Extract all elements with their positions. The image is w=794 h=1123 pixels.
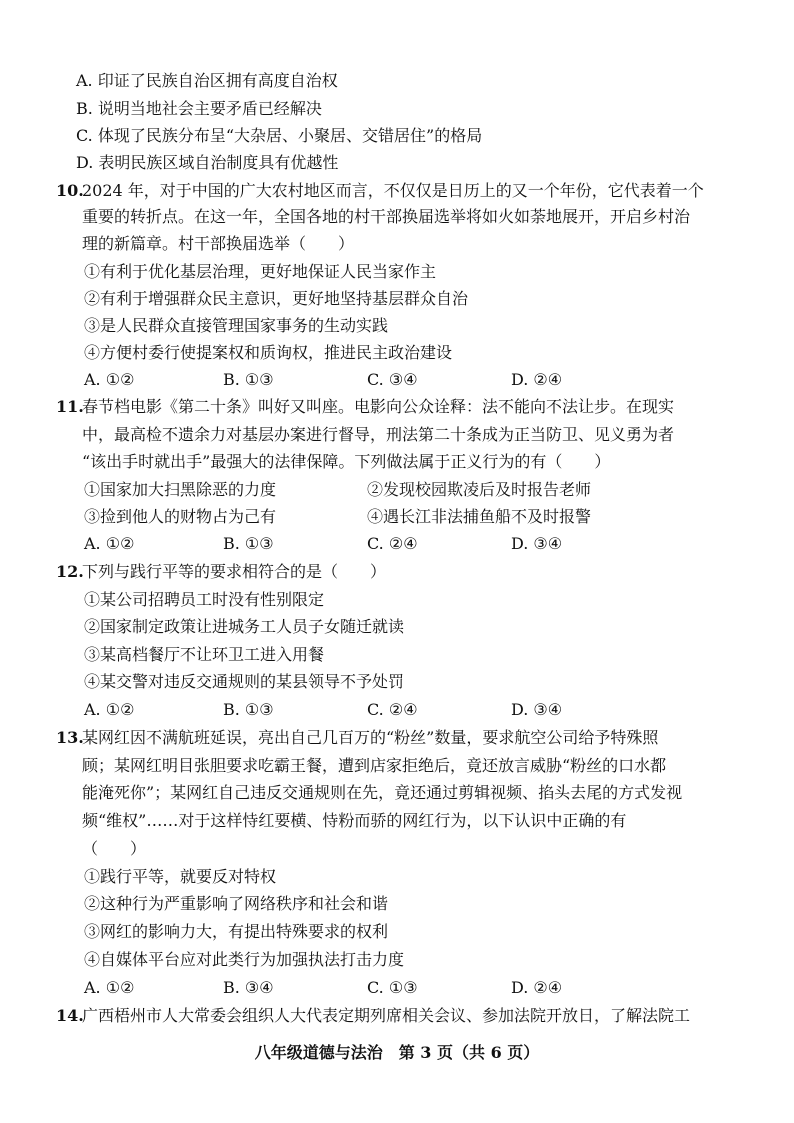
question-text-line: 2024 年，对于中国的广大农村地区而言，不仅仅是日历上的又一个年份，它代表着一个 [82, 181, 704, 200]
question-text-line: 某网红因不满航班延误，亮出自己几百万的“粉丝”数量，要求航空公司给予特殊照 [82, 728, 659, 747]
choice-item: ②国家制定政策让进城务工人员子女随迁就读 [84, 617, 405, 636]
question-text-line: （ ） [82, 839, 147, 858]
choice-item: ②有利于增强群众民主意识，更好地坚持基层群众自治 [84, 289, 469, 308]
answer-option-c: C. ②④ [367, 534, 418, 553]
choice-item: ④某交警对违反交通规则的某县领导不予处罚 [84, 672, 405, 691]
answer-option-a: A. ①② [84, 534, 135, 553]
question-text-line: 能淹死你”；某网红自己违反交通规则在先，竟还通过剪辑视频、掐头去尾的方式发视 [82, 783, 683, 802]
question-text-line: 春节档电影《第二十条》叫好又叫座。电影向公众诠释：法不能向不法让步。在现实 [82, 397, 675, 416]
choice-item: ④自媒体平台应对此类行为加强执法打击力度 [84, 950, 405, 969]
prev-option-a: A. 印证了民族自治区拥有高度自治权 [76, 71, 338, 90]
page-footer: 八年级道德与法治 第 3 页（共 6 页） [254, 1043, 540, 1062]
answer-option-c: C. ②④ [367, 700, 418, 719]
question-number: 12. [56, 562, 84, 581]
answer-option-a: A. ①② [84, 370, 135, 389]
choice-item: ③是人民群众直接管理国家事务的生动实践 [84, 316, 389, 335]
question-text-line: 重要的转折点。在这一年，全国各地的村干部换届选举将如火如荼地展开，开启乡村治 [82, 207, 691, 226]
question-number: 14. [56, 1006, 84, 1025]
choice-item: ②发现校园欺凌后及时报告老师 [367, 480, 592, 499]
choice-item: ①践行平等，就要反对特权 [84, 867, 277, 886]
choice-item: ②这种行为严重影响了网络秩序和社会和谐 [84, 894, 389, 913]
prev-option-c: C. 体现了民族分布呈“大杂居、小聚居、交错居住”的格局 [76, 126, 483, 145]
question-text-line: 中，最高检不遗余力对基层办案进行督导，刑法第二十条成为正当防卫、见义勇为者 [82, 425, 675, 444]
answer-option-d: D. ③④ [511, 534, 563, 553]
answer-option-a: A. ①② [84, 700, 135, 719]
question-number: 13. [56, 728, 84, 747]
answer-option-b: B. ①③ [223, 534, 274, 553]
choice-item: ③某高档餐厅不让环卫工进入用餐 [84, 645, 325, 664]
choice-item: ①某公司招聘员工时没有性别限定 [84, 590, 325, 609]
prev-option-d: D. 表明民族区域自治制度具有优越性 [76, 153, 339, 172]
question-number: 11. [56, 397, 84, 416]
choice-item: ③网红的影响力大，有提出特殊要求的权利 [84, 922, 389, 941]
answer-option-b: B. ①③ [223, 370, 274, 389]
question-text-line: 理的新篇章。村干部换届选举（ ） [82, 234, 355, 253]
answer-option-a: A. ①② [84, 978, 135, 997]
choice-item: ④遇长江非法捕鱼船不及时报警 [367, 507, 592, 526]
question-text-line: 顾；某网红明目张胆要求吃霸王餐，遭到店家拒绝后，竟还放言威胁“粉丝的口水都 [82, 756, 667, 775]
question-text-line: “该出手时就出手”最强大的法律保障。下列做法属于正义行为的有（ ） [82, 452, 611, 471]
question-number: 10. [56, 181, 84, 200]
choice-item: ①国家加大扫黑除恶的力度 [84, 480, 277, 499]
answer-option-b: B. ③④ [223, 978, 274, 997]
choice-item: ①有利于优化基层治理，更好地保证人民当家作主 [84, 262, 437, 281]
question-text-line: 频“维权”……对于这样恃红要横、恃粉而骄的网红行为，以下认识中正确的有 [82, 811, 627, 830]
answer-option-d: D. ②④ [511, 978, 563, 997]
answer-option-b: B. ①③ [223, 700, 274, 719]
prev-option-b: B. 说明当地社会主要矛盾已经解决 [76, 99, 322, 118]
answer-option-d: D. ②④ [511, 370, 563, 389]
question-text-line: 广西梧州市人大常委会组织人大代表定期列席相关会议、参加法院开放日，了解法院工 [82, 1006, 691, 1025]
answer-option-d: D. ③④ [511, 700, 563, 719]
answer-option-c: C. ③④ [367, 370, 418, 389]
answer-option-c: C. ①③ [367, 978, 418, 997]
question-text-line: 下列与践行平等的要求相符合的是（ ） [82, 562, 387, 581]
choice-item: ④方便村委行使提案权和质询权，推进民主政治建设 [84, 343, 453, 362]
choice-item: ③捡到他人的财物占为己有 [84, 507, 277, 526]
